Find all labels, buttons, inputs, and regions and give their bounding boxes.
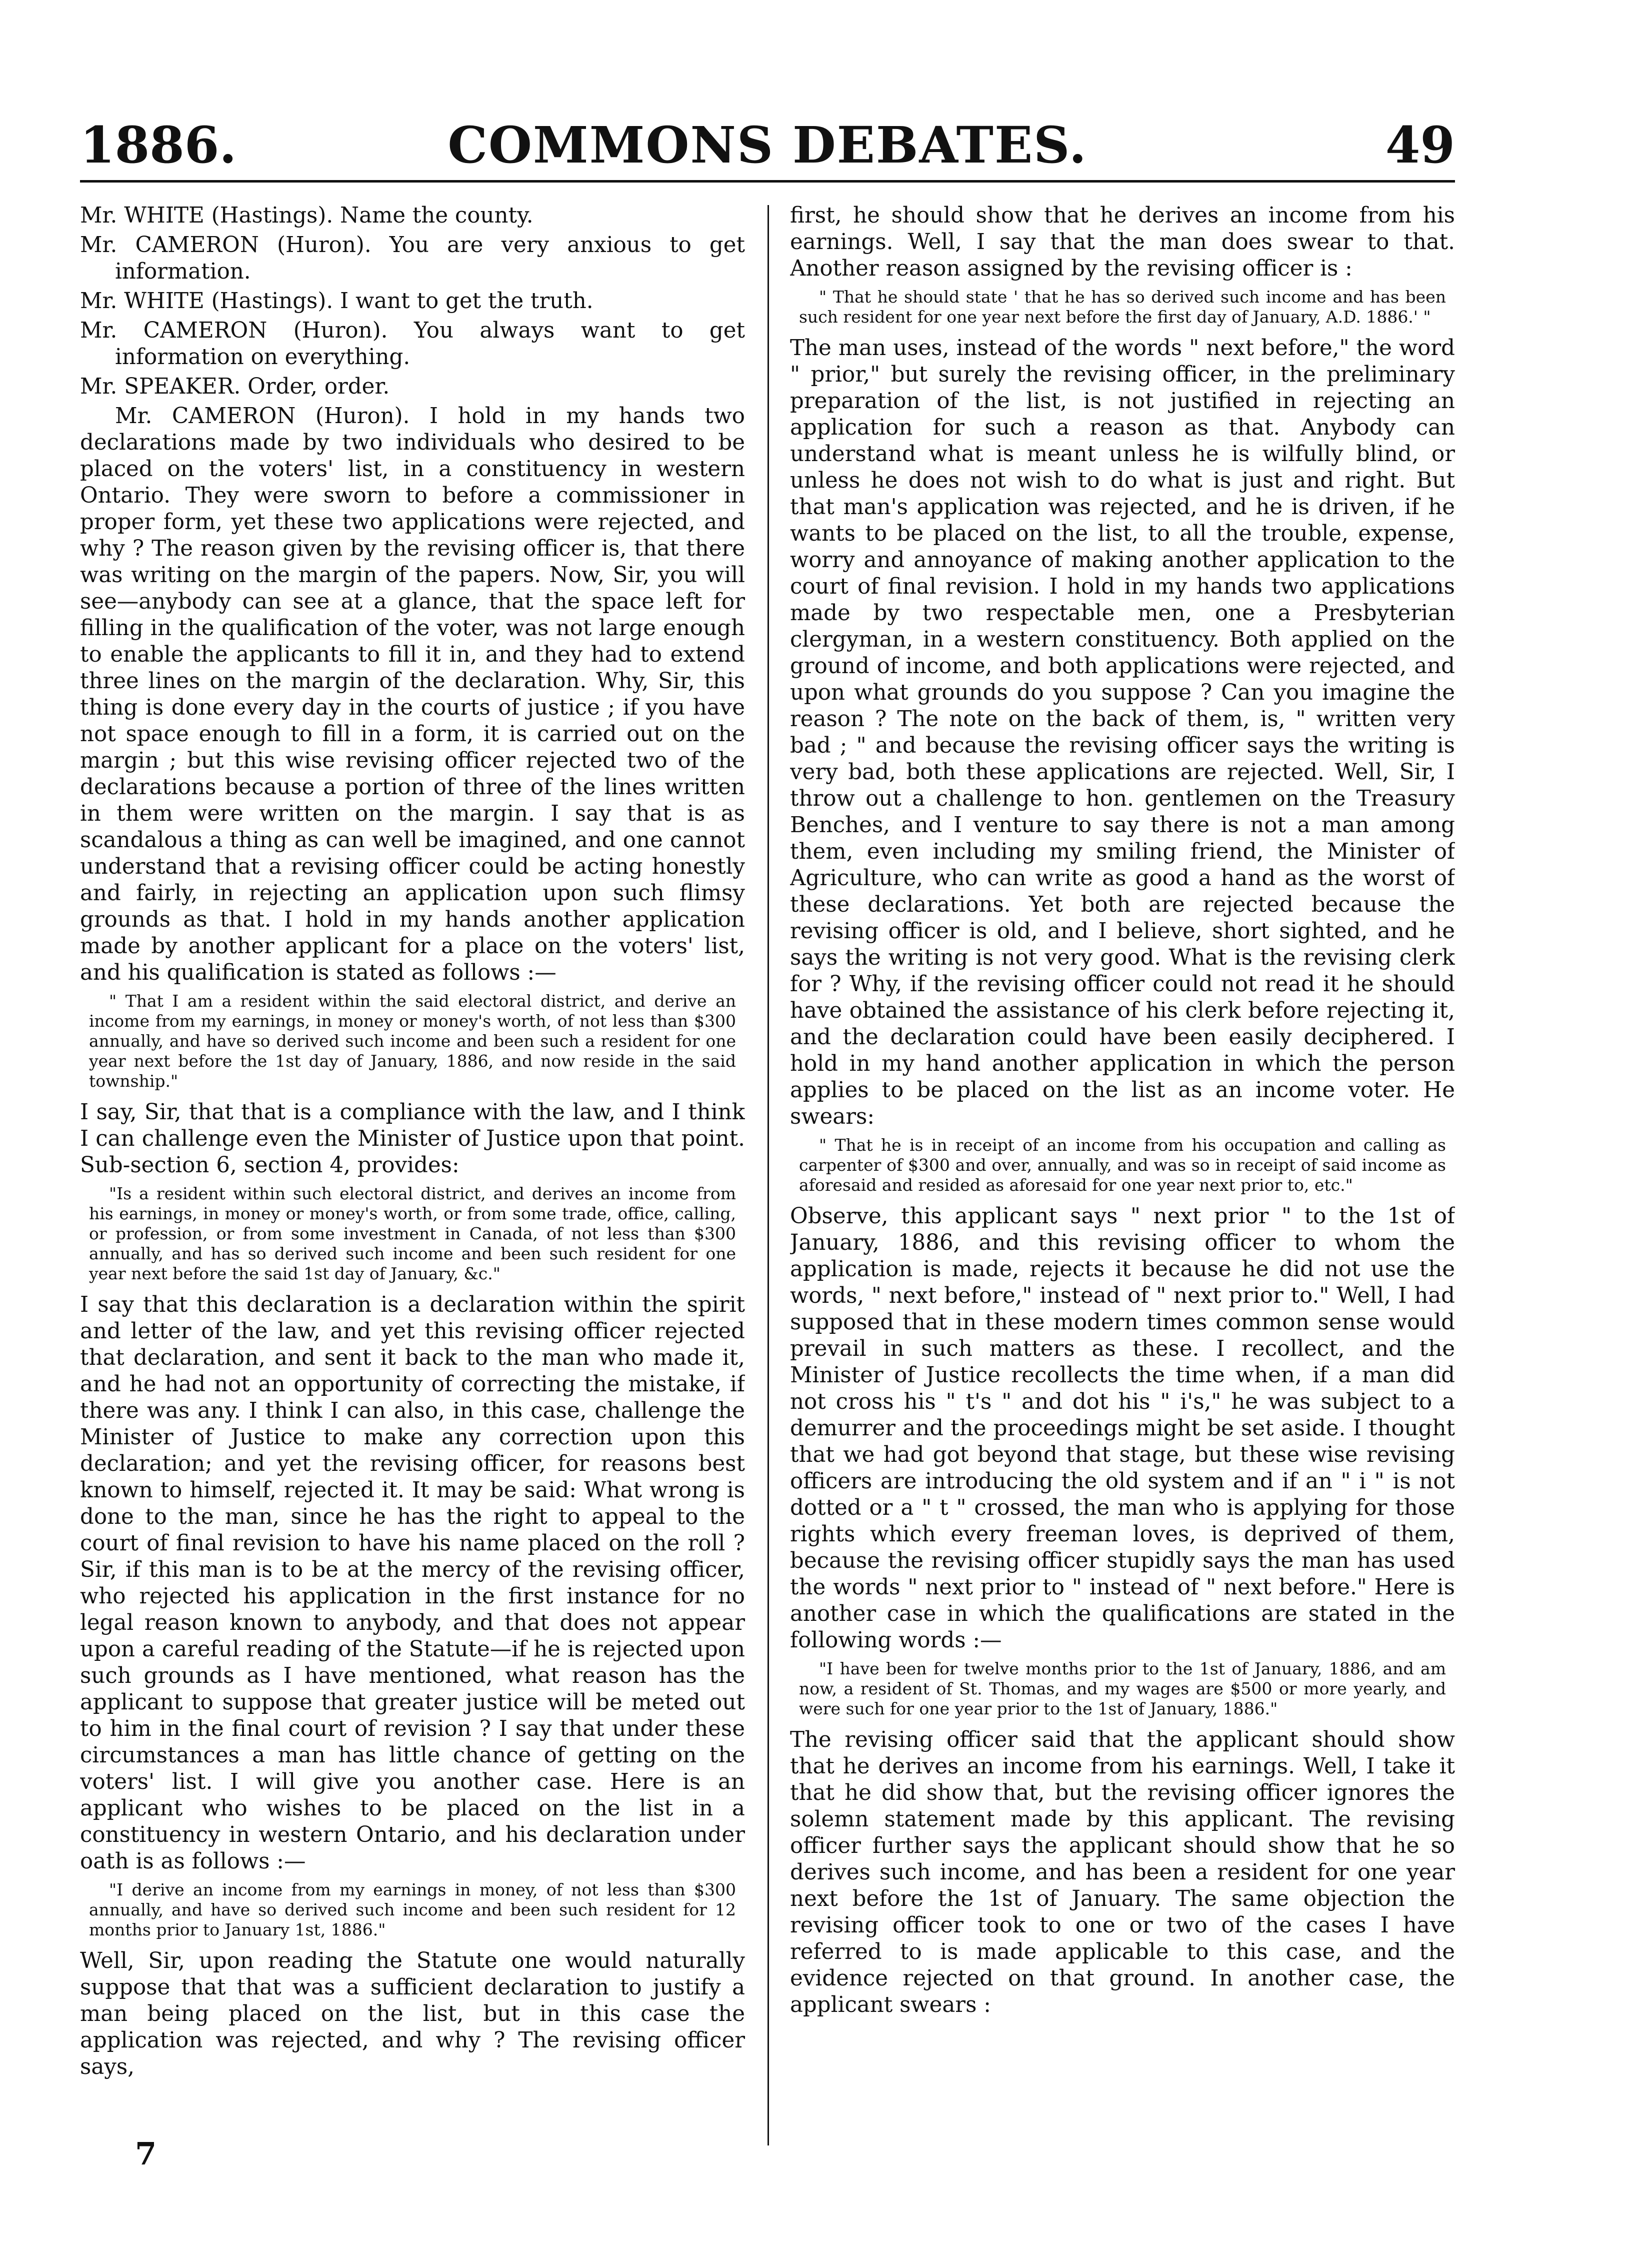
paragraph-earnings: The revising officer said that the applicant should show that he derives an income from his earnings. Well, I take it that he did show that, but the revising officer ignores the solemn statement made by this applicant. The revising officer further says the applicant should show that he so derives such income, and has been a resident for one year next before the 1st of January. The same objection the revising officer took to one or two of the cases I have referred to is made applicable to this case, and the evidence rejected on that ground. In another case, the applicant swears :	[790, 1727, 1455, 2017]
quote-declaration-2: "I derive an income from my earnings in money, of not less than $300 annually, and have so derived such income and been such resident for 12 months prior to January 1st, 1886."	[89, 1880, 736, 1939]
left-column	[80, 203, 745, 2173]
speech-cameron-1: Mr. CAMERON (Huron). You are very anxious to get information.	[80, 233, 745, 284]
quote-st-thomas: "I have been for twelve months prior to the 1st of January, 1886, and am now, a resident of St. Thomas, and my wages are $500 or more yearly, and were such for one year prior to the 1st of January, 1886."	[799, 1659, 1446, 1718]
speech-speaker: Mr. SPEAKER. Order, order.	[80, 374, 390, 399]
paragraph-next-before: The man uses, instead of the words " next before," the word " prior," but surely the revising officer, in the preliminary preparation of the list, is not justified in rejecting an application for such a reason as that. Anybody can understand what is meant unless he is wilfully blind, or unless he does not wish to do what is just and right. But that man's application was rejected, and he is driven, if he wants to be placed on the list, to all the trouble, expense, worry and annoyance of making another application to the court of final revision. I hold in my hands two applications made by two respectable men, one a Presbyterian clergyman, in a western constituency. Both applied on the ground of income, and both applications were rejected, and upon what grounds do you suppose ? Can you imagine the reason ? The note on the back of them, is, " written very bad ; " and because the revising officer says the writing is very bad, both these applications are rejected. Well, Sir, I throw out a challenge to hon. gentlemen on the Treasury Benches, and I venture to say there is not a man among them, even including my smiling friend, the Minister of Agriculture, who can write as good a hand as the worst of these declarations. Yet both are rejected because the revising officer is old, and I believe, short sighted, and he says the writing is not very good. What is the revising clerk for ? Why, if the revising officer could not read it he should have obtained the assistance of his clerk before rejecting it, and the declaration could have been easily deciphered. I hold in my hand another application in which the person applies to be placed on the list as an income voter. He swears:	[790, 336, 1455, 1129]
paragraph-compliance: I say, Sir, that that is a compliance with the law, and I think I can challenge even the Minister of Justice upon that point. Sub-section 6, section 4, provides:	[80, 1100, 745, 1178]
paragraph-spirit-of-law: I say that this declaration is a declaration within the spirit and letter of the law, and yet this revising officer rejected that declaration, and sent it back to the man who made it, and he had not an opportunity of correcting the mistake, if there was any. I think I can also, in this case, challenge the Minister of Justice to make any correction upon this declaration; and yet the revising officer, for reasons best known to himself, rejected it. It may be said: What wrong is done to the man, since he has the right to appeal to the court of final revision to have his name placed on the roll ? Sir, if this man is to be at the mercy of the revising officer, who rejected his application in the first instance for no legal reason known to anybody, and that does not appear upon a careful reading of the Statute—if he is rejected upon such grounds as I have mentioned, what reason has the applicant to suppose that greater justice will be meted out to him in the final court of revision ? I say that under these circumstances a man has little chance of getting on the voters' list. I will give you another case. Here is an applicant who wishes to be placed on the list in a constituency in western Ontario, and his declaration under oath is as follows :—	[80, 1292, 745, 1874]
quote-revising-reason: " That he should state ' that he has so derived such income and has been such resident for one year next before the first day of January, A.D. 1886.' "	[799, 287, 1446, 327]
paragraph-observe: Observe, this applicant says " next prior " to the 1st of January, 1886, and this revising officer to whom the application is made, rejects it because he did not use the words, " next before," instead of " next prior to." Well, I had supposed that in these modern times common sense would prevail in such matters as these. I recollect, and the Minister of Justice recollects the time when, if a man did not cross his " t's " and dot his " i's," he was subject to a demurrer and the proceedings might be set aside. I thought that we had got beyond that stage, but these wise revising officers are introducing the old system and if an " i " is not dotted or a " t " crossed, the man who is applying for those rights which every freeman loves, is deprived of them, because the revising officer stupidly says the man has used the words " next prior to " instead of " next before." Here is another case in which the qualifications are stated in the following words :—	[790, 1204, 1455, 1653]
quote-carpenter: " That he is in receipt of an income from his occupation and calling as carpenter of $300 and over, annually, and was so in receipt of said income as aforesaid and resided as aforesaid for one year next prior to, etc."	[799, 1135, 1446, 1195]
column-divider	[768, 205, 769, 2145]
paragraph-statute-reading: Well, Sir, upon reading the Statute one would naturally suppose that that was a sufficient declaration to justify a man being placed on the list, but in this case the application was rejected, and why ? The revising officer says,	[80, 1948, 745, 2079]
speech-cameron-2: Mr. CAMERON (Huron). You always want to get information on everything.	[80, 318, 745, 370]
header-year: 1886.	[80, 116, 237, 175]
header-page-number: 49	[1385, 116, 1455, 175]
signature-mark: 7	[135, 2135, 157, 2172]
speech-cameron-3: Mr. CAMERON (Huron). I hold in my hands two declarations made by two individuals who desired to be placed on the voters' list, in a constituency in western Ontario. They were sworn to before a commissioner in proper form, yet these two applications were rejected, and why ? The reason given by the revising officer is, that there was writing on the margin of the papers. Now, Sir, you will see—anybody can see at a glance, that the space left for filling in the qualification of the voter, was not large enough to enable the applicants to fill it in, and they had to extend three lines on the margin of the declaration. Why, Sir, this thing is done every day in the courts of justice ; if you have not space enough to fill in a form, it is carried out on the margin ; but this wise revising officer rejected two of the declarations because a portion of three of the lines written in them were written on the margin. I say that is as scandalous a thing as can well be imagined, and one cannot understand that a revising officer could be acting honestly and fairly, in rejecting an application upon such flimsy grounds as that. I hold in my hands another application made by another applicant for a place on the voters' list, and his qualification is stated as follows :—	[80, 404, 745, 985]
right-column	[790, 203, 1455, 2173]
speech-white-2: Mr. WHITE (Hastings). I want to get the truth.	[80, 289, 594, 314]
quote-subsection-6: "Is a resident within such electoral district, and derives an income from his earnings, in money or money's worth, or from some trade, office, calling, or profession, or from some investment in Canada, of not less than $300 annually, and has so derived such income and been such resident for one year next before the said 1st day of January, &c."	[89, 1184, 736, 1283]
page-header	[80, 115, 1455, 183]
paragraph-continuation: first, he should show that he derives an income from his earnings. Well, I say that the man does swear to that. Another reason assigned by the revising officer is :	[790, 203, 1455, 281]
quote-declaration-1: " That I am a resident within the said electoral district, and derive an income from my earnings, in money or money's worth, of not less than $300 annually, and have so derived such income and been such a resident for one year next before the 1st day of January, 1886, and now reside in the said township."	[89, 991, 736, 1091]
speech-white-1: Mr. WHITE (Hastings). Name the county.	[80, 203, 534, 228]
header-title: COMMONS DEBATES.	[448, 116, 1088, 175]
